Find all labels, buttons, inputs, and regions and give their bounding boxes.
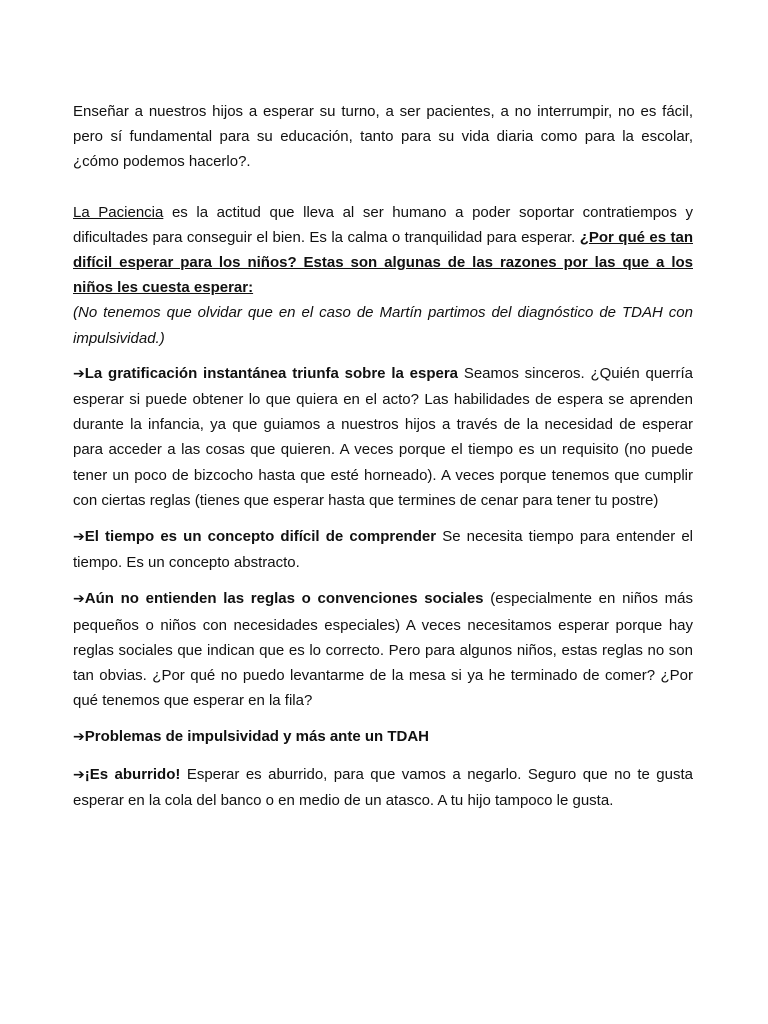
reason-title: Aún no entienden las reglas o convenciones sociales <box>84 590 484 608</box>
reason-text: (especialmente en niños más pequeños o niños con necesidades especiales) A veces necesitamos esperar porque hay reglas sociales que indican que es lo correcto. Pero para algunos niños, estas reglas no son tan obvias. ¿Por qué no puedo levantarme de la mesa si ya he terminado de comer? ¿Por qué tenemos que esperar en la fila? <box>73 590 693 710</box>
arrow-right-icon: ➔ <box>73 365 85 382</box>
reason-title: La gratificación instantánea triunfa sobre la espera <box>84 364 459 382</box>
arrow-right-icon: ➔ <box>73 529 85 546</box>
reason-item <box>73 724 693 750</box>
document-page <box>73 99 693 824</box>
definition-paragraph <box>73 200 693 301</box>
reason-title: Problemas de impulsividad y más ante un TDAH <box>84 728 429 746</box>
reason-title: El tiempo es un concepto difícil de comprender <box>84 528 437 546</box>
intro-paragraph: Enseñar a nuestros hijos a esperar su turno, a ser pacientes, a no interrumpir, no es fácil, pero sí fundamental para su educación, tanto para su vida diaria como para la escolar, ¿cómo podemos hacerlo?. <box>73 103 693 171</box>
arrow-right-icon: ➔ <box>73 766 85 783</box>
definition-question: ¿Por qué es tan difícil esperar para los niños? Estas son algunas de las razones por las que a los niños les cuesta esperar: <box>73 228 693 297</box>
reason-item <box>73 762 693 813</box>
reason-title: ¡Es aburrido! <box>84 765 181 783</box>
reason-item <box>73 361 693 513</box>
definition-term: La Paciencia <box>73 203 164 221</box>
reason-text: Seamos sinceros. ¿Quién querría esperar si puede obtener lo que quiera en el acto? Las habilidades de espera se aprenden durante la infancia, ya que guiamos a nuestros hijos a través de la necesidad de esperar para acceder a las cosas que quieren. A veces porque el tiempo es un requisito (no puede tener un poco de bizcocho hasta que esté horneado). A veces porque tenemos que cumplir con ciertas reglas (tienes que esperar hasta que termines de cenar para tener tu postre) <box>73 364 694 509</box>
reason-item <box>73 524 693 575</box>
arrow-right-icon: ➔ <box>73 729 85 746</box>
arrow-right-icon: ➔ <box>73 591 85 608</box>
tdah-note: (No tenemos que olvidar que en el caso de Martín partimos del diagnóstico de TDAH con impulsividad.) <box>73 304 693 347</box>
definition-text: es la actitud que lleva al ser humano a poder soportar contratiempos y dificultades para conseguir el bien. Es la calma o tranquilidad para esperar. <box>73 203 693 246</box>
reason-text: Esperar es aburrido, para que vamos a negarlo. Seguro que no te gusta esperar en la cola del banco o en medio de un atasco. A tu hijo tampoco le gusta. <box>73 765 693 809</box>
reason-item <box>73 586 693 713</box>
reason-text: Se necesita tiempo para entender el tiempo. Es un concepto abstracto. <box>73 528 694 572</box>
